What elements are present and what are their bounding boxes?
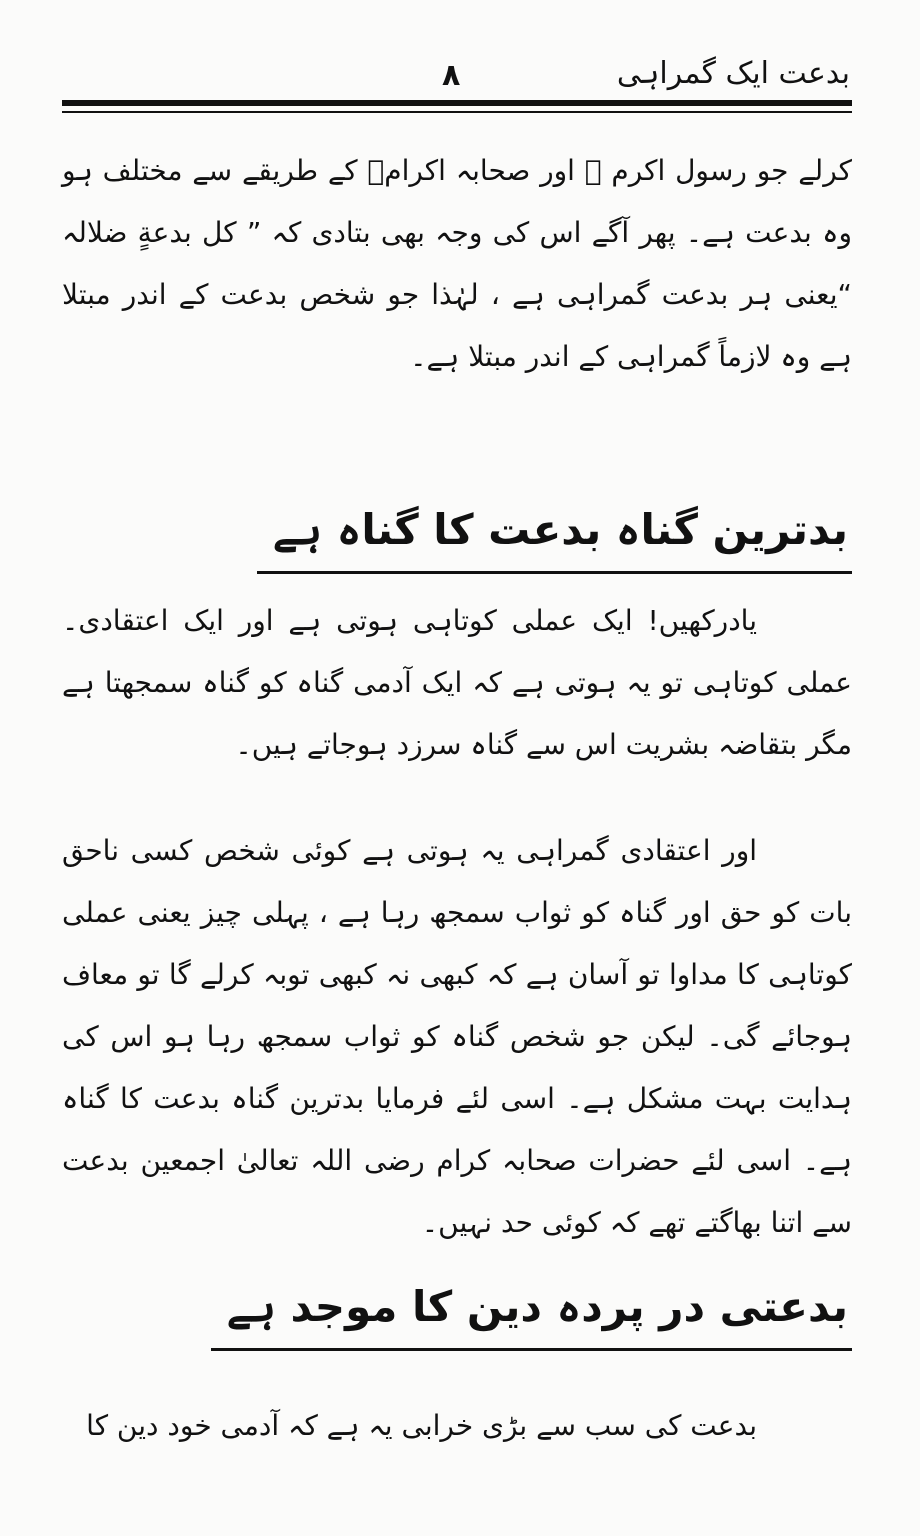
page-number: ۸ [442,58,461,93]
section-heading-block-2 [62,1272,852,1351]
paragraph-3: اور اعتقادی گمراہی یہ ہوتی ہے کوئی شخص کسی ناحق بات کو حق اور گناہ کو ثواب سمجھ رہا ہے ، پہلی چیز یعنی عملی کوتاہی کا مداوا تو آسان ہے کہ کبھی نہ کبھی توبہ کرلے گا تو معاف ہوجائے گی۔ لیکن جو شخص گناہ کو ثواب سمجھ رہا ہو اس کی ہدایت بہت مشکل ہے۔ اسی لئے فرمایا بدترین گناہ بدعت کا گناہ ہے۔ اسی لئے حضرات صحابہ کرام رضی اللہ تعالیٰ اجمعین بدعت سے اتنا بھاگتے تھے کہ کوئی حد نہیں۔ [62,834,852,1239]
paragraph-2: یادرکھیں! ایک عملی کوتاہی ہوتی ہے اور ایک اعتقادی۔ عملی کوتاہی تو یہ ہوتی ہے کہ ایک آدمی گناہ کو گناہ سمجھتا ہے مگر بتقاضہ بشریت اس سے گناہ سرزد ہوجاتے ہیں۔ [62,604,852,761]
paragraph-block-2 [62,590,852,776]
header-rule-thick [62,100,852,106]
running-header [60,52,850,102]
header-rule-thin [62,111,852,113]
paragraph-block-1 [62,140,852,388]
section-heading-1: بدترین گناہ بدعت کا گناہ ہے [257,495,852,574]
section-heading-2: بدعتی در پردہ دین کا موجد ہے [211,1272,852,1351]
paragraph-block-3 [62,820,852,1254]
section-heading-block-1 [62,495,852,574]
paragraph-block-4 [62,1395,852,1457]
paragraph-1: کرلے جو رسول اکرم ﷺ اور صحابہ اکرامؓ کے طریقے سے مختلف ہو وہ بدعت ہے۔ پھر آگے اس کی وجہ بھی بتادی کہ ” کل بدعةٍ ضلالہ “یعنی ہر بدعت گمراہی ہے ، لہٰذا جو شخص بدعت کے اندر مبتلا ہے وہ لازماً گمراہی کے اندر مبتلا ہے۔ [62,154,852,373]
paragraph-4: بدعت کی سب سے بڑی خرابی یہ ہے کہ آدمی خود دین کا [86,1409,757,1442]
running-title: بدعت ایک گمراہی [616,56,850,91]
